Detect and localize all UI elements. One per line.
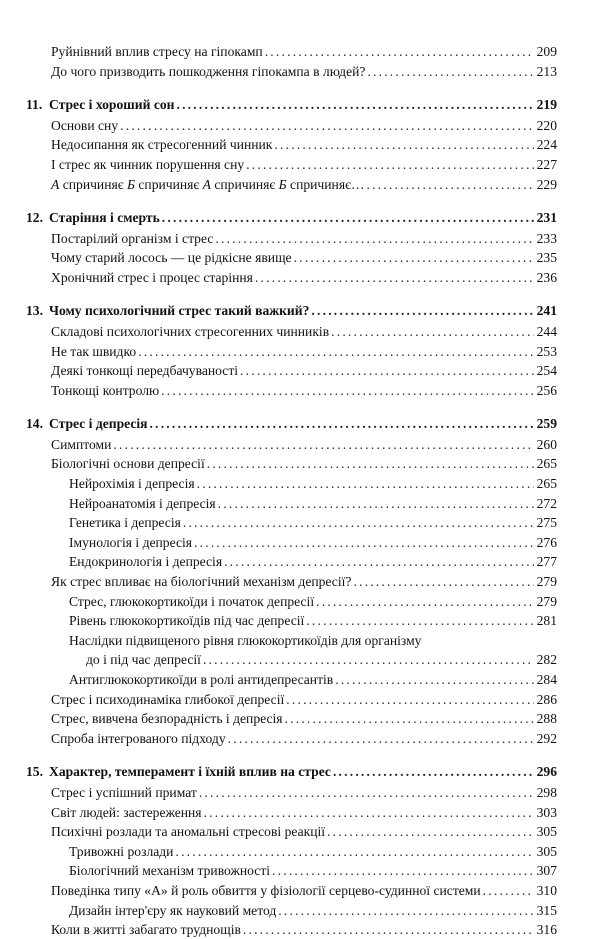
toc-entry-page: 235 <box>536 250 557 265</box>
leader-dots <box>333 764 534 780</box>
leader-dots <box>204 805 534 821</box>
toc-subentry[interactable] <box>69 496 557 513</box>
leader-dots <box>162 210 534 226</box>
toc-subentry[interactable] <box>69 594 557 611</box>
leader-dots <box>207 456 534 472</box>
leader-dots <box>286 692 533 708</box>
toc-entry-title: Коли в житті забагато труднощів <box>51 922 241 937</box>
leader-dots <box>240 363 534 379</box>
toc-entry-page: 276 <box>536 535 557 550</box>
leader-dots <box>138 344 533 360</box>
leader-dots <box>265 44 534 60</box>
toc-entry-page: 272 <box>536 496 557 511</box>
toc-entry-page: 307 <box>536 863 557 878</box>
leader-dots <box>215 231 533 247</box>
leader-dots <box>150 416 534 432</box>
toc-entry-title: Не так швидко <box>51 344 137 359</box>
chapter-title: Стрес і хороший сон <box>49 97 175 112</box>
leader-dots <box>113 437 533 453</box>
toc-entry-page: 244 <box>536 324 557 339</box>
toc-chapter[interactable] <box>26 97 557 114</box>
toc-entry-page: 284 <box>536 672 557 687</box>
leader-dots <box>120 118 533 134</box>
toc-entry-title: Наслідки підвищеного рівня глюкокортикоїдів для організму <box>69 633 422 648</box>
toc-entry[interactable] <box>51 883 557 900</box>
leader-dots <box>483 883 534 899</box>
leader-dots <box>197 476 534 492</box>
toc-entry-title: Психічні розлади та аномальні стресові реакції <box>51 824 326 839</box>
toc-entry[interactable] <box>51 231 557 248</box>
leader-dots <box>367 64 533 80</box>
leader-dots <box>331 324 533 340</box>
toc-entry-page: 209 <box>536 44 557 59</box>
toc-entry[interactable] <box>51 731 557 748</box>
toc-entry-page: 253 <box>536 344 557 359</box>
toc-entry-title: A спричиняє Б спричиняє A спричиняє Б спричиняє… <box>51 177 365 192</box>
toc-entry[interactable] <box>51 157 557 174</box>
leader-dots <box>285 711 534 727</box>
toc-entry-title: Стрес, вивчена безпорадність і депресія <box>51 711 283 726</box>
toc-subentry[interactable] <box>69 476 557 493</box>
toc-entry[interactable] <box>51 250 557 267</box>
toc-entry-page: 219 <box>536 97 557 112</box>
toc-entry-page: 298 <box>536 785 557 800</box>
leader-dots <box>194 535 534 551</box>
leader-dots <box>278 903 533 919</box>
leader-dots <box>224 554 534 570</box>
toc-entry-page: 213 <box>536 64 557 79</box>
leader-dots <box>327 824 534 840</box>
toc-entry-page: 265 <box>536 476 557 491</box>
toc-entry-title: Основи сну <box>51 118 119 133</box>
toc-entry-title: Рівень глюкокортикоїдів під час депресії <box>69 613 305 628</box>
toc-entry[interactable] <box>51 324 557 341</box>
toc-entry[interactable] <box>51 692 557 709</box>
toc-subentry[interactable] <box>69 844 557 861</box>
toc-subentry[interactable] <box>69 613 557 630</box>
toc-entry-title: Біологічні основи депресії <box>51 456 205 471</box>
toc-entry-title: Біологічний механізм тривожності <box>69 863 271 878</box>
toc-entry-title: Спроба інтегрованого підходу <box>51 731 226 746</box>
chapter-title: Чому психологічний стрес такий важкий? <box>49 303 310 318</box>
toc-entry-page: 288 <box>536 711 557 726</box>
leader-dots <box>316 594 534 610</box>
leader-dots <box>183 515 534 531</box>
toc-entry-page: 233 <box>536 231 557 246</box>
chapter-number: 14. <box>26 416 43 431</box>
toc-entry-title: Генетика і депресія <box>69 515 181 530</box>
toc-entry-page: 254 <box>536 363 557 378</box>
toc-entry-page: 224 <box>536 137 557 152</box>
leader-dots <box>243 922 534 938</box>
leader-dots <box>335 672 533 688</box>
toc-entry-title: Як стрес впливає на біологічний механізм депресії? <box>51 574 352 589</box>
toc-entry-page: 310 <box>536 883 557 898</box>
toc-entry-page: 315 <box>536 903 557 918</box>
toc-entry-page: 316 <box>536 922 557 937</box>
leader-dots <box>274 137 533 153</box>
leader-dots <box>161 383 533 399</box>
toc-entry-page: 259 <box>536 416 557 431</box>
leader-dots <box>367 177 534 193</box>
toc-entry-title: Ендокринологія і депресія <box>69 554 223 569</box>
toc-entry-title: Антиглюкокортикоїди в ролі антидепресантів <box>69 672 334 687</box>
toc-subentry[interactable] <box>69 633 557 650</box>
toc-chapter[interactable] <box>26 416 557 433</box>
toc-entry-title: Чому старий лосось — це рідкісне явище <box>51 250 292 265</box>
toc-entry-page: 227 <box>536 157 557 172</box>
toc-entry-title: І стрес як чинник порушення сну <box>51 157 245 172</box>
toc-subentry[interactable] <box>69 535 557 552</box>
toc-entry-page: 265 <box>536 456 557 471</box>
toc-entry-title: Світ людей: застереження <box>51 805 202 820</box>
toc-entry-page: 236 <box>536 270 557 285</box>
toc-entry-page: 303 <box>536 805 557 820</box>
toc-entry-title: Стрес і успішний примат <box>51 785 197 800</box>
toc-entry-page: 282 <box>536 652 557 667</box>
toc-entry-page: 275 <box>536 515 557 530</box>
toc-entry[interactable] <box>51 363 557 380</box>
toc-entry[interactable] <box>51 137 557 154</box>
toc-entry-title: Недосипання як стресогенний чинник <box>51 137 273 152</box>
toc-entry-title: Стрес, глюкокортикоїди і початок депресії <box>69 594 315 609</box>
toc-entry[interactable] <box>51 344 557 361</box>
toc-entry-title: Хронічний стрес і процес старіння <box>51 270 253 285</box>
toc-entry-page: 229 <box>536 177 557 192</box>
leader-dots <box>218 496 534 512</box>
toc-subentry[interactable] <box>86 652 557 669</box>
toc-entry[interactable] <box>51 118 557 135</box>
toc-entry-title: До чого призводить пошкодження гіпокампа в людей? <box>51 64 366 79</box>
toc-entry[interactable] <box>51 805 557 822</box>
toc-entry-title: Симптоми <box>51 437 112 452</box>
toc-subentry[interactable] <box>69 863 557 880</box>
toc-entry[interactable] <box>51 824 557 841</box>
toc-subentry[interactable] <box>69 903 557 920</box>
chapter-title: Стрес і депресія <box>49 416 148 431</box>
toc-entry-page: 286 <box>536 692 557 707</box>
toc-entry-page: 241 <box>536 303 557 318</box>
leader-dots <box>255 270 534 286</box>
leader-dots <box>353 574 533 590</box>
leader-dots <box>228 731 534 747</box>
toc-entry-title: Постарілий організм і стрес <box>51 231 214 246</box>
chapter-number: 11. <box>26 97 43 112</box>
chapter-title: Характер, темперамент і їхній вплив на стрес <box>49 764 331 779</box>
leader-dots <box>199 785 534 801</box>
toc-entry-page: 279 <box>536 574 557 589</box>
toc-entry[interactable] <box>51 456 557 473</box>
toc-entry[interactable] <box>51 437 557 454</box>
toc-entry-page: 281 <box>536 613 557 628</box>
toc-entry[interactable] <box>51 711 557 728</box>
toc-entry-title: Деякі тонкощі передбачуваності <box>51 363 239 378</box>
toc-chapter[interactable] <box>26 764 557 781</box>
toc-entry-page: 260 <box>536 437 557 452</box>
toc-entry-title: Нейроанатомія і депресія <box>69 496 216 511</box>
toc-entry[interactable] <box>51 177 557 194</box>
toc-entry-title: Імунологія і депресія <box>69 535 193 550</box>
toc-entry-page: 279 <box>536 594 557 609</box>
toc-entry-title: Дизайн інтер'єру як науковий метод <box>69 903 277 918</box>
leader-dots <box>175 844 533 860</box>
toc-entry-title: Руйнівний вплив стресу на гіпокамп <box>51 44 263 59</box>
toc-subentry[interactable] <box>69 515 557 532</box>
leader-dots <box>246 157 533 173</box>
toc-chapter[interactable] <box>26 303 557 320</box>
leader-dots <box>306 613 533 629</box>
toc-entry-page: 292 <box>536 731 557 746</box>
toc-entry-page: 305 <box>536 824 557 839</box>
toc-entry[interactable] <box>51 270 557 287</box>
toc-entry[interactable] <box>51 64 557 81</box>
toc-entry-title: Тонкощі контролю <box>51 383 160 398</box>
toc-chapter[interactable] <box>26 210 557 227</box>
chapter-number: 12. <box>26 210 43 225</box>
toc-entry-page: 220 <box>536 118 557 133</box>
toc-entry-page: 305 <box>536 844 557 859</box>
leader-dots <box>311 303 533 319</box>
toc-entry-page: 296 <box>536 764 557 779</box>
toc-entry[interactable] <box>51 44 557 61</box>
chapter-title: Старіння і смерть <box>49 210 160 225</box>
toc-entry-page: 256 <box>536 383 557 398</box>
toc-entry-title: Складові психологічних стресогенних чинників <box>51 324 330 339</box>
chapter-number: 13. <box>26 303 43 318</box>
toc-entry-title: Поведінка типу «А» й роль обвиття у фізіології серцево-судинної системи <box>51 883 481 898</box>
toc-entry-title: Нейрохімія і депресія <box>69 476 195 491</box>
toc-entry-page: 231 <box>536 210 557 225</box>
toc-subentry[interactable] <box>69 554 557 571</box>
toc-entry-title: Стрес і психодинаміка глибокої депресії <box>51 692 285 707</box>
toc-entry[interactable] <box>51 574 557 591</box>
leader-dots <box>203 652 534 668</box>
leader-dots <box>272 863 534 879</box>
chapter-number: 15. <box>26 764 43 779</box>
toc-entry[interactable] <box>51 785 557 802</box>
toc-entry[interactable] <box>51 922 557 939</box>
leader-dots <box>176 97 533 113</box>
toc-entry-title: Тривожні розлади <box>69 844 174 859</box>
leader-dots <box>294 250 534 266</box>
toc-entry-page: 277 <box>536 554 557 569</box>
toc-entry-title: до і під час депресії <box>86 652 201 667</box>
toc-entry[interactable] <box>51 383 557 400</box>
toc-subentry[interactable] <box>69 672 557 689</box>
